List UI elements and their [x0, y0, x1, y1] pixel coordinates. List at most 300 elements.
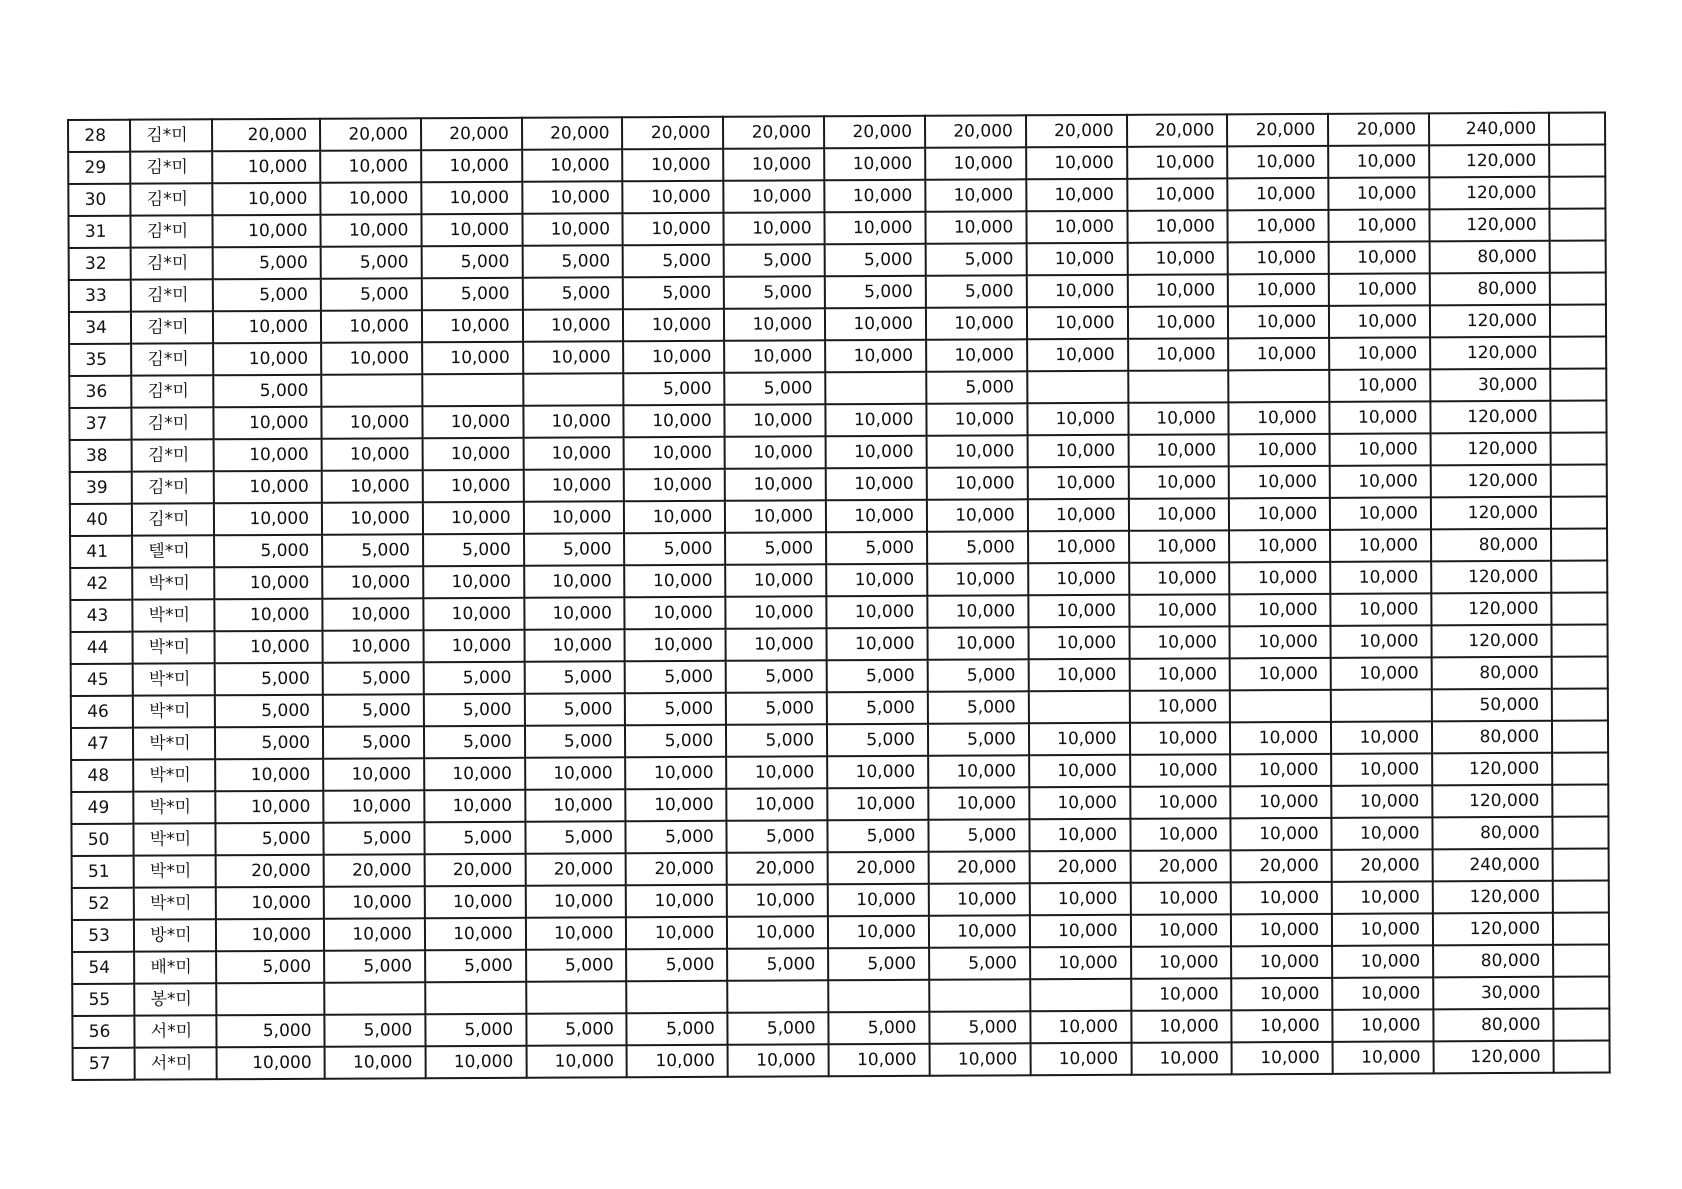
monthly-amount-cell: 10,000: [1329, 241, 1430, 273]
monthly-amount-cell: 10,000: [524, 501, 625, 533]
monthly-amount-cell: 10,000: [1027, 435, 1128, 467]
monthly-amount-cell: 10,000: [1331, 721, 1432, 753]
monthly-amount-cell: 10,000: [724, 308, 825, 340]
monthly-amount-cell: 10,000: [1231, 946, 1332, 978]
monthly-amount-cell: 10,000: [624, 437, 725, 469]
donor-name-cell: 김*미: [131, 375, 213, 407]
row-number-cell: 51: [72, 856, 134, 888]
monthly-amount-cell: 20,000: [1332, 849, 1433, 881]
monthly-amount-cell: 10,000: [725, 468, 826, 500]
monthly-amount-cell: 10,000: [1228, 242, 1329, 274]
donor-name-cell: 박*미: [133, 695, 215, 727]
monthly-amount-cell: 10,000: [828, 916, 929, 948]
monthly-amount-cell: 5,000: [726, 724, 827, 756]
monthly-amount-cell: 10,000: [324, 918, 425, 950]
monthly-amount-cell: 20,000: [1231, 850, 1332, 882]
row-number-cell: 32: [69, 248, 131, 280]
monthly-amount-cell: 10,000: [1232, 978, 1333, 1010]
annual-total-cell: 80,000: [1430, 241, 1550, 274]
monthly-amount-cell: 5,000: [928, 691, 1029, 723]
monthly-amount-cell: 10,000: [1029, 883, 1130, 915]
monthly-amount-cell: 5,000: [624, 373, 725, 405]
monthly-amount-cell: 10,000: [1329, 209, 1430, 241]
monthly-amount-cell: 5,000: [215, 695, 323, 728]
monthly-amount-cell: 10,000: [212, 151, 320, 184]
donor-name-cell: 박*미: [134, 823, 216, 855]
monthly-amount-cell: [825, 372, 926, 404]
monthly-amount-cell: 5,000: [726, 660, 827, 692]
monthly-amount-cell: 5,000: [526, 949, 627, 981]
donor-name-cell: 박*미: [133, 759, 215, 791]
monthly-amount-cell: 5,000: [324, 1014, 425, 1046]
monthly-amount-cell: 10,000: [323, 630, 424, 662]
monthly-amount-cell: 10,000: [826, 564, 927, 596]
monthly-amount-cell: 20,000: [925, 115, 1026, 147]
annual-total-cell: 120,000: [1429, 209, 1549, 242]
remarks-cell: [1553, 848, 1609, 880]
monthly-amount-cell: 5,000: [425, 950, 526, 982]
monthly-amount-cell: 10,000: [1130, 882, 1231, 914]
monthly-amount-cell: 10,000: [725, 404, 826, 436]
annual-total-cell: 50,000: [1432, 689, 1552, 722]
monthly-amount-cell: 10,000: [1028, 595, 1129, 627]
monthly-amount-cell: 20,000: [1026, 115, 1127, 147]
monthly-amount-cell: 5,000: [825, 244, 926, 276]
monthly-amount-cell: 10,000: [214, 631, 322, 664]
monthly-amount-cell: 5,000: [626, 821, 727, 853]
monthly-amount-cell: 10,000: [926, 307, 1027, 339]
monthly-amount-cell: 10,000: [422, 406, 523, 438]
annual-total-cell: 120,000: [1431, 497, 1551, 530]
monthly-amount-cell: 5,000: [321, 278, 422, 310]
monthly-amount-cell: 10,000: [525, 757, 626, 789]
monthly-amount-cell: 10,000: [724, 212, 825, 244]
donor-name-cell: 봉*미: [134, 983, 216, 1015]
remarks-cell: [1550, 336, 1606, 368]
donor-name-cell: 김*미: [132, 503, 214, 535]
monthly-amount-cell: 10,000: [523, 437, 624, 469]
annual-total-cell: 80,000: [1430, 273, 1550, 306]
monthly-amount-cell: 10,000: [1027, 275, 1128, 307]
monthly-amount-cell: 10,000: [827, 628, 928, 660]
monthly-amount-cell: 5,000: [214, 663, 322, 696]
monthly-amount-cell: 10,000: [322, 438, 423, 470]
donor-name-cell: 배*미: [134, 951, 216, 983]
monthly-amount-cell: 10,000: [824, 148, 925, 180]
monthly-amount-cell: 5,000: [625, 661, 726, 693]
monthly-amount-cell: 5,000: [425, 1014, 526, 1046]
monthly-amount-cell: 5,000: [625, 533, 726, 565]
monthly-amount-cell: 10,000: [522, 181, 623, 213]
donor-name-cell: 김*미: [131, 183, 213, 215]
monthly-amount-cell: 5,000: [323, 662, 424, 694]
monthly-amount-cell: 10,000: [1128, 434, 1229, 466]
monthly-amount-cell: [523, 373, 624, 405]
monthly-amount-cell: 10,000: [927, 499, 1028, 531]
monthly-amount-cell: 10,000: [1130, 754, 1231, 786]
monthly-amount-cell: 10,000: [322, 502, 423, 534]
remarks-cell: [1550, 272, 1606, 304]
monthly-amount-cell: 10,000: [423, 566, 524, 598]
monthly-amount-cell: 10,000: [626, 885, 727, 917]
monthly-amount-cell: [1229, 370, 1330, 402]
annual-total-cell: 240,000: [1433, 849, 1553, 882]
monthly-amount-cell: 5,000: [322, 534, 423, 566]
monthly-amount-cell: 10,000: [425, 886, 526, 918]
monthly-amount-cell: [1230, 690, 1331, 722]
monthly-amount-cell: 5,000: [212, 247, 320, 280]
monthly-amount-cell: 10,000: [526, 917, 627, 949]
monthly-amount-cell: 10,000: [213, 343, 321, 376]
monthly-amount-cell: 5,000: [424, 694, 525, 726]
monthly-amount-cell: 10,000: [1127, 274, 1228, 306]
monthly-amount-cell: 10,000: [1229, 498, 1330, 530]
annual-total-cell: 30,000: [1430, 369, 1550, 402]
monthly-amount-cell: 10,000: [324, 886, 425, 918]
annual-total-cell: 80,000: [1432, 657, 1552, 690]
remarks-cell: [1552, 656, 1608, 688]
ledger-sheet: [67, 111, 1611, 1081]
monthly-amount-cell: 10,000: [1027, 467, 1128, 499]
monthly-amount-cell: 10,000: [1232, 1010, 1333, 1042]
monthly-amount-cell: 10,000: [1129, 658, 1230, 690]
monthly-amount-cell: 10,000: [1128, 498, 1229, 530]
monthly-amount-cell: 10,000: [726, 756, 827, 788]
monthly-amount-cell: 10,000: [424, 790, 525, 822]
monthly-amount-cell: 10,000: [526, 1045, 627, 1077]
monthly-amount-cell: 10,000: [1230, 594, 1331, 626]
monthly-amount-cell: 20,000: [215, 855, 323, 888]
monthly-amount-cell: 10,000: [925, 179, 1026, 211]
monthly-amount-cell: 20,000: [525, 853, 626, 885]
monthly-amount-cell: 10,000: [1130, 722, 1231, 754]
monthly-amount-cell: 10,000: [1331, 785, 1432, 817]
monthly-amount-cell: 5,000: [727, 948, 828, 980]
monthly-amount-cell: 5,000: [627, 949, 728, 981]
monthly-amount-cell: 10,000: [725, 564, 826, 596]
monthly-amount-cell: 10,000: [1230, 626, 1331, 658]
remarks-cell: [1552, 784, 1608, 816]
monthly-amount-cell: 10,000: [1328, 145, 1429, 177]
row-number-cell: 40: [70, 504, 132, 536]
monthly-amount-cell: 10,000: [926, 339, 1027, 371]
monthly-amount-cell: 10,000: [216, 1047, 324, 1080]
annual-total-cell: 80,000: [1433, 1009, 1553, 1042]
remarks-cell: [1549, 144, 1605, 176]
remarks-cell: [1550, 240, 1606, 272]
monthly-amount-cell: 20,000: [723, 116, 824, 148]
monthly-amount-cell: 10,000: [1130, 818, 1231, 850]
remarks-cell: [1554, 1040, 1610, 1072]
monthly-amount-cell: 5,000: [522, 277, 623, 309]
monthly-amount-cell: 10,000: [1131, 1010, 1232, 1042]
monthly-amount-cell: 10,000: [1131, 978, 1232, 1010]
monthly-amount-cell: 10,000: [1231, 818, 1332, 850]
remarks-cell: [1551, 400, 1607, 432]
monthly-amount-cell: 5,000: [929, 947, 1030, 979]
monthly-amount-cell: 10,000: [625, 565, 726, 597]
monthly-amount-cell: 20,000: [626, 853, 727, 885]
row-number-cell: 49: [71, 792, 133, 824]
monthly-amount-cell: 10,000: [1127, 146, 1228, 178]
monthly-amount-cell: 10,000: [213, 311, 321, 344]
monthly-amount-cell: 10,000: [725, 500, 826, 532]
monthly-amount-cell: 10,000: [724, 180, 825, 212]
row-number-cell: 35: [69, 344, 131, 376]
monthly-amount-cell: 10,000: [1330, 433, 1431, 465]
monthly-amount-cell: 10,000: [626, 917, 727, 949]
monthly-amount-cell: 10,000: [425, 1046, 526, 1078]
row-number-cell: 42: [70, 568, 132, 600]
remarks-cell: [1553, 1008, 1609, 1040]
monthly-amount-cell: 10,000: [726, 596, 827, 628]
monthly-amount-cell: 5,000: [422, 278, 523, 310]
annual-total-cell: 120,000: [1434, 1041, 1554, 1074]
monthly-amount-cell: 10,000: [726, 628, 827, 660]
monthly-amount-cell: 10,000: [1229, 434, 1330, 466]
monthly-amount-cell: 5,000: [724, 244, 825, 276]
monthly-amount-cell: 10,000: [1028, 627, 1129, 659]
monthly-amount-cell: 5,000: [215, 823, 323, 856]
monthly-amount-cell: 10,000: [214, 503, 322, 536]
monthly-amount-cell: 10,000: [1028, 563, 1129, 595]
remarks-cell: [1550, 304, 1606, 336]
remarks-cell: [1553, 880, 1609, 912]
monthly-amount-cell: 5,000: [727, 820, 828, 852]
monthly-amount-cell: 10,000: [522, 213, 623, 245]
monthly-amount-cell: 10,000: [1331, 657, 1432, 689]
donor-name-cell: 박*미: [133, 727, 215, 759]
donor-name-cell: 텔*미: [132, 535, 214, 567]
monthly-amount-cell: 10,000: [423, 470, 524, 502]
remarks-cell: [1552, 624, 1608, 656]
monthly-amount-cell: 10,000: [1128, 402, 1229, 434]
monthly-amount-cell: 10,000: [322, 566, 423, 598]
annual-total-cell: 120,000: [1432, 753, 1552, 786]
monthly-amount-cell: 10,000: [625, 597, 726, 629]
monthly-amount-cell: 20,000: [828, 852, 929, 884]
monthly-amount-cell: 10,000: [623, 213, 724, 245]
monthly-amount-cell: [321, 374, 422, 406]
monthly-amount-cell: 10,000: [929, 883, 1030, 915]
monthly-amount-cell: 10,000: [1229, 530, 1330, 562]
monthly-amount-cell: 10,000: [727, 884, 828, 916]
monthly-amount-cell: 10,000: [929, 915, 1030, 947]
row-number-cell: 46: [71, 696, 133, 728]
row-number-cell: 31: [68, 216, 130, 248]
monthly-amount-cell: 10,000: [1029, 787, 1130, 819]
monthly-amount-cell: 10,000: [1030, 1011, 1131, 1043]
monthly-amount-cell: 5,000: [324, 950, 425, 982]
donor-name-cell: 김*미: [131, 311, 213, 343]
monthly-amount-cell: 10,000: [320, 182, 421, 214]
monthly-amount-cell: 5,000: [522, 245, 623, 277]
monthly-amount-cell: 10,000: [1230, 722, 1331, 754]
donor-name-cell: 서*미: [135, 1047, 217, 1079]
monthly-amount-cell: 10,000: [925, 147, 1026, 179]
monthly-amount-cell: 5,000: [627, 1013, 728, 1045]
donation-ledger-table: [67, 111, 1611, 1081]
monthly-amount-cell: 10,000: [523, 341, 624, 373]
monthly-amount-cell: 10,000: [826, 404, 927, 436]
annual-total-cell: 80,000: [1431, 529, 1551, 562]
monthly-amount-cell: 10,000: [522, 149, 623, 181]
monthly-amount-cell: [425, 982, 526, 1014]
monthly-amount-cell: 10,000: [323, 758, 424, 790]
monthly-amount-cell: 10,000: [422, 342, 523, 374]
row-number-cell: 29: [68, 152, 130, 184]
monthly-amount-cell: 10,000: [827, 756, 928, 788]
donor-name-cell: 방*미: [134, 919, 216, 951]
monthly-amount-cell: 10,000: [1231, 882, 1332, 914]
monthly-amount-cell: 10,000: [321, 342, 422, 374]
monthly-amount-cell: 10,000: [321, 214, 422, 246]
monthly-amount-cell: 10,000: [1130, 914, 1231, 946]
monthly-amount-cell: 10,000: [626, 757, 727, 789]
monthly-amount-cell: [828, 980, 929, 1012]
monthly-amount-cell: 10,000: [524, 565, 625, 597]
monthly-amount-cell: [1331, 689, 1432, 721]
monthly-amount-cell: 5,000: [827, 724, 928, 756]
annual-total-cell: 120,000: [1431, 433, 1551, 466]
monthly-amount-cell: 10,000: [929, 1043, 1030, 1075]
monthly-amount-cell: 10,000: [623, 181, 724, 213]
monthly-amount-cell: 10,000: [215, 759, 323, 792]
monthly-amount-cell: 10,000: [524, 629, 625, 661]
monthly-amount-cell: 10,000: [213, 407, 321, 440]
annual-total-cell: 120,000: [1430, 305, 1550, 338]
monthly-amount-cell: 5,000: [216, 1015, 324, 1048]
monthly-amount-cell: 10,000: [828, 884, 929, 916]
monthly-amount-cell: 5,000: [423, 534, 524, 566]
monthly-amount-cell: 10,000: [422, 438, 523, 470]
monthly-amount-cell: 10,000: [523, 405, 624, 437]
annual-total-cell: 120,000: [1431, 465, 1551, 498]
monthly-amount-cell: 10,000: [524, 597, 625, 629]
monthly-amount-cell: 10,000: [1029, 723, 1130, 755]
row-number-cell: 28: [68, 120, 130, 152]
monthly-amount-cell: 10,000: [1331, 625, 1432, 657]
monthly-amount-cell: 10,000: [1329, 369, 1430, 401]
monthly-amount-cell: 10,000: [321, 406, 422, 438]
row-number-cell: 54: [72, 952, 134, 984]
monthly-amount-cell: 10,000: [1028, 499, 1129, 531]
monthly-amount-cell: 10,000: [1030, 947, 1131, 979]
monthly-amount-cell: [422, 374, 523, 406]
donor-name-cell: 박*미: [133, 791, 215, 823]
monthly-amount-cell: 10,000: [624, 501, 725, 533]
row-number-cell: 37: [69, 408, 131, 440]
monthly-amount-cell: 10,000: [827, 788, 928, 820]
annual-total-cell: 80,000: [1432, 721, 1552, 754]
monthly-amount-cell: 10,000: [724, 340, 825, 372]
monthly-amount-cell: 20,000: [622, 117, 723, 149]
monthly-amount-cell: 5,000: [928, 659, 1029, 691]
row-number-cell: 44: [71, 632, 133, 664]
annual-total-cell: 120,000: [1429, 145, 1549, 178]
monthly-amount-cell: 10,000: [321, 310, 422, 342]
row-number-cell: 53: [72, 920, 134, 952]
monthly-amount-cell: 5,000: [929, 1011, 1030, 1043]
monthly-amount-cell: 10,000: [927, 627, 1028, 659]
monthly-amount-cell: 20,000: [424, 854, 525, 886]
monthly-amount-cell: 10,000: [1127, 242, 1228, 274]
monthly-amount-cell: 10,000: [927, 563, 1028, 595]
monthly-amount-cell: 10,000: [1027, 307, 1128, 339]
monthly-amount-cell: 5,000: [525, 821, 626, 853]
monthly-amount-cell: 10,000: [829, 1044, 930, 1076]
monthly-amount-cell: 10,000: [1026, 243, 1127, 275]
monthly-amount-cell: [627, 981, 728, 1013]
monthly-amount-cell: 5,000: [828, 1012, 929, 1044]
monthly-amount-cell: 10,000: [421, 214, 522, 246]
monthly-amount-cell: 5,000: [725, 372, 826, 404]
monthly-amount-cell: 10,000: [1130, 786, 1231, 818]
monthly-amount-cell: 10,000: [1231, 914, 1332, 946]
monthly-amount-cell: 10,000: [925, 211, 1026, 243]
monthly-amount-cell: 10,000: [1028, 659, 1129, 691]
monthly-amount-cell: 10,000: [727, 916, 828, 948]
monthly-amount-cell: 10,000: [1026, 147, 1127, 179]
row-number-cell: 34: [69, 312, 131, 344]
donor-name-cell: 박*미: [132, 567, 214, 599]
monthly-amount-cell: 10,000: [216, 919, 324, 952]
monthly-amount-cell: 10,000: [723, 148, 824, 180]
monthly-amount-cell: 10,000: [1027, 403, 1128, 435]
monthly-amount-cell: 10,000: [1128, 338, 1229, 370]
monthly-amount-cell: 5,000: [725, 532, 826, 564]
donor-name-cell: 김*미: [132, 407, 214, 439]
monthly-amount-cell: 5,000: [927, 531, 1028, 563]
monthly-amount-cell: 10,000: [421, 182, 522, 214]
monthly-amount-cell: 5,000: [728, 1012, 829, 1044]
monthly-amount-cell: 5,000: [827, 660, 928, 692]
monthly-amount-cell: 10,000: [1232, 1042, 1333, 1074]
monthly-amount-cell: 10,000: [625, 629, 726, 661]
monthly-amount-cell: 5,000: [625, 725, 726, 757]
monthly-amount-cell: 10,000: [826, 500, 927, 532]
donor-name-cell: 박*미: [133, 663, 215, 695]
monthly-amount-cell: [1029, 691, 1130, 723]
row-number-cell: 55: [72, 984, 134, 1016]
row-number-cell: 39: [70, 472, 132, 504]
monthly-amount-cell: [1128, 370, 1229, 402]
donor-name-cell: 박*미: [134, 855, 216, 887]
monthly-amount-cell: 10,000: [826, 436, 927, 468]
monthly-amount-cell: 10,000: [1028, 531, 1129, 563]
monthly-amount-cell: 5,000: [926, 243, 1027, 275]
monthly-amount-cell: 5,000: [215, 727, 323, 760]
monthly-amount-cell: 10,000: [523, 309, 624, 341]
monthly-amount-cell: 10,000: [1228, 210, 1329, 242]
monthly-amount-cell: 10,000: [425, 918, 526, 950]
monthly-amount-cell: 10,000: [1131, 946, 1232, 978]
row-number-cell: 41: [70, 536, 132, 568]
monthly-amount-cell: 5,000: [421, 246, 522, 278]
monthly-amount-cell: 10,000: [424, 758, 525, 790]
annual-total-cell: 120,000: [1432, 785, 1552, 818]
monthly-amount-cell: 10,000: [322, 470, 423, 502]
monthly-amount-cell: 20,000: [421, 118, 522, 150]
annual-total-cell: 80,000: [1433, 945, 1553, 978]
monthly-amount-cell: 10,000: [422, 310, 523, 342]
annual-total-cell: 120,000: [1431, 561, 1551, 594]
monthly-amount-cell: 10,000: [1332, 977, 1433, 1009]
monthly-amount-cell: 5,000: [214, 535, 322, 568]
donor-name-cell: 서*미: [135, 1015, 217, 1047]
monthly-amount-cell: 20,000: [1328, 113, 1429, 145]
monthly-amount-cell: [1030, 979, 1131, 1011]
